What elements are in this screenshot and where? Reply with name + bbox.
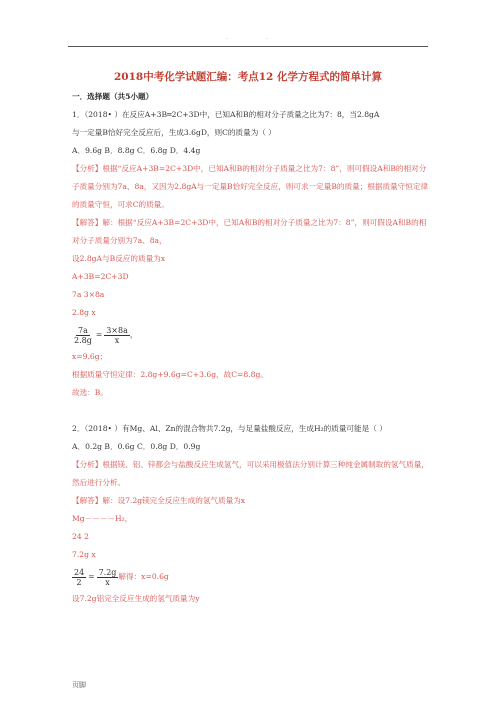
q1-step-6: 根据质量守恒定律：2.8g+9.6g=C+3.6g，故C=8.8g。 xyxy=(72,370,268,379)
q2-step-2: 24 2 xyxy=(72,532,89,541)
q2-answer xyxy=(72,492,432,510)
page-footer: 页脚 xyxy=(72,681,86,689)
q1-step-5: x=9.6g； xyxy=(72,352,108,361)
equals-sign: = xyxy=(88,572,95,581)
equals-sign: = xyxy=(95,330,103,339)
q2-fraction-left xyxy=(72,568,86,587)
q1-step-4: 2.8g x xyxy=(72,308,96,317)
q2-step-4: 设7.2g铝完全反应生成的氢气质量为y xyxy=(72,594,200,603)
q2-options: A．0.2g B．0.6g C．0.8g D．0.9g xyxy=(72,442,201,451)
q2-step-1: Mg－－－－H₂， xyxy=(72,514,133,523)
q2-answer-text: 解：设7.2g镁完全反应生成的氢气质量为x xyxy=(102,496,246,505)
header-rule xyxy=(68,46,428,47)
q1-answer xyxy=(72,214,432,250)
q1-options: A．9.6g B．8.8g C．6.8g D．4.4g xyxy=(72,146,201,155)
q1-answer-text: 解：根据“反应A+3B=2C+3D中，已知A和B的相对分子质量之比为7：8”，则可假设A和B的相对分子质量分别为7a、8a， xyxy=(72,218,427,245)
q1-stem-line1: 1．（2018• ）在反应A+3B═2C+3D中，已知A和B的相对分子质量之比为7：8，当2.8gA xyxy=(72,110,380,119)
q1-frac-right-den: x xyxy=(114,335,120,345)
q1-stem-line2: 与一定量B恰好完全反应后，生成3.6gD，则C的质量为（ ） xyxy=(72,128,276,137)
q2-frac-left-den: 2 xyxy=(76,577,82,587)
q1-step-2: A+3B=2C+3D xyxy=(72,272,129,281)
q2-frac-right-den: x xyxy=(105,577,110,587)
q1-analysis xyxy=(72,160,432,214)
q1-frac-left-num: 7a xyxy=(77,325,88,335)
q1-proportion xyxy=(72,322,432,348)
q2-fraction-right xyxy=(97,568,119,587)
q1-step-7: 故选：B。 xyxy=(72,388,108,397)
q1-fraction-left xyxy=(72,326,94,345)
q1-analysis-text: 根据“反应A+3B=2C+3D中，已知A和B的相对分子质量之比为7：8”，则可假设A和B的相对分子质量分别为7a、8a，又因为2.8gA与一定量B恰好完全反应，则可求一定量B的质量；根据质量守恒定律的质量守恒，可求C的质量。 xyxy=(72,164,429,209)
q2-answer-tag: 【解答】 xyxy=(72,496,103,505)
q1-frac-left-den: 2.8g xyxy=(74,335,92,345)
q2-frac-right-num: 7.2g xyxy=(98,567,117,577)
q2-step-3: 7.2g x xyxy=(72,550,96,559)
q2-stem-line1: 2．（2018• ）有Mg、Al、Zn的混合物共7.2g，与足量盐酸反应，生成H₂的质量可能是（ ） xyxy=(72,424,387,433)
q2-analysis xyxy=(72,456,432,492)
document-body xyxy=(72,88,432,608)
q1-step-3: 7a 3×8a xyxy=(72,290,105,299)
section-heading: 一．选择题（共5小题） xyxy=(72,92,154,101)
q1-frac-right-num: 3×8a xyxy=(106,325,128,335)
q1-step-1: 设2.8gA与B反应的质量为x xyxy=(72,254,166,263)
q2-frac-left-num: 24 xyxy=(74,567,85,577)
q2-proportion xyxy=(72,564,432,590)
q1-analysis-tag: 【分析】 xyxy=(72,164,103,173)
q2-analysis-text: 根据镁、铝、锌都会与盐酸反应生成氢气，可以采用极值法分别计算三种纯金属制取的氢气质量，然后进行分析。 xyxy=(72,460,429,487)
q1-frac-tail: ， xyxy=(129,330,138,339)
document-title: 2018中考化学试题汇编：考点12 化学方程式的简单计算 xyxy=(114,71,382,83)
q1-fraction-right xyxy=(104,326,130,345)
q2-analysis-tag: 【分析】 xyxy=(72,460,103,469)
q1-answer-tag: 【解答】 xyxy=(72,218,103,227)
q2-frac-tail: 解得：x=0.6g xyxy=(118,572,169,581)
header-dots: . . xyxy=(226,34,286,41)
